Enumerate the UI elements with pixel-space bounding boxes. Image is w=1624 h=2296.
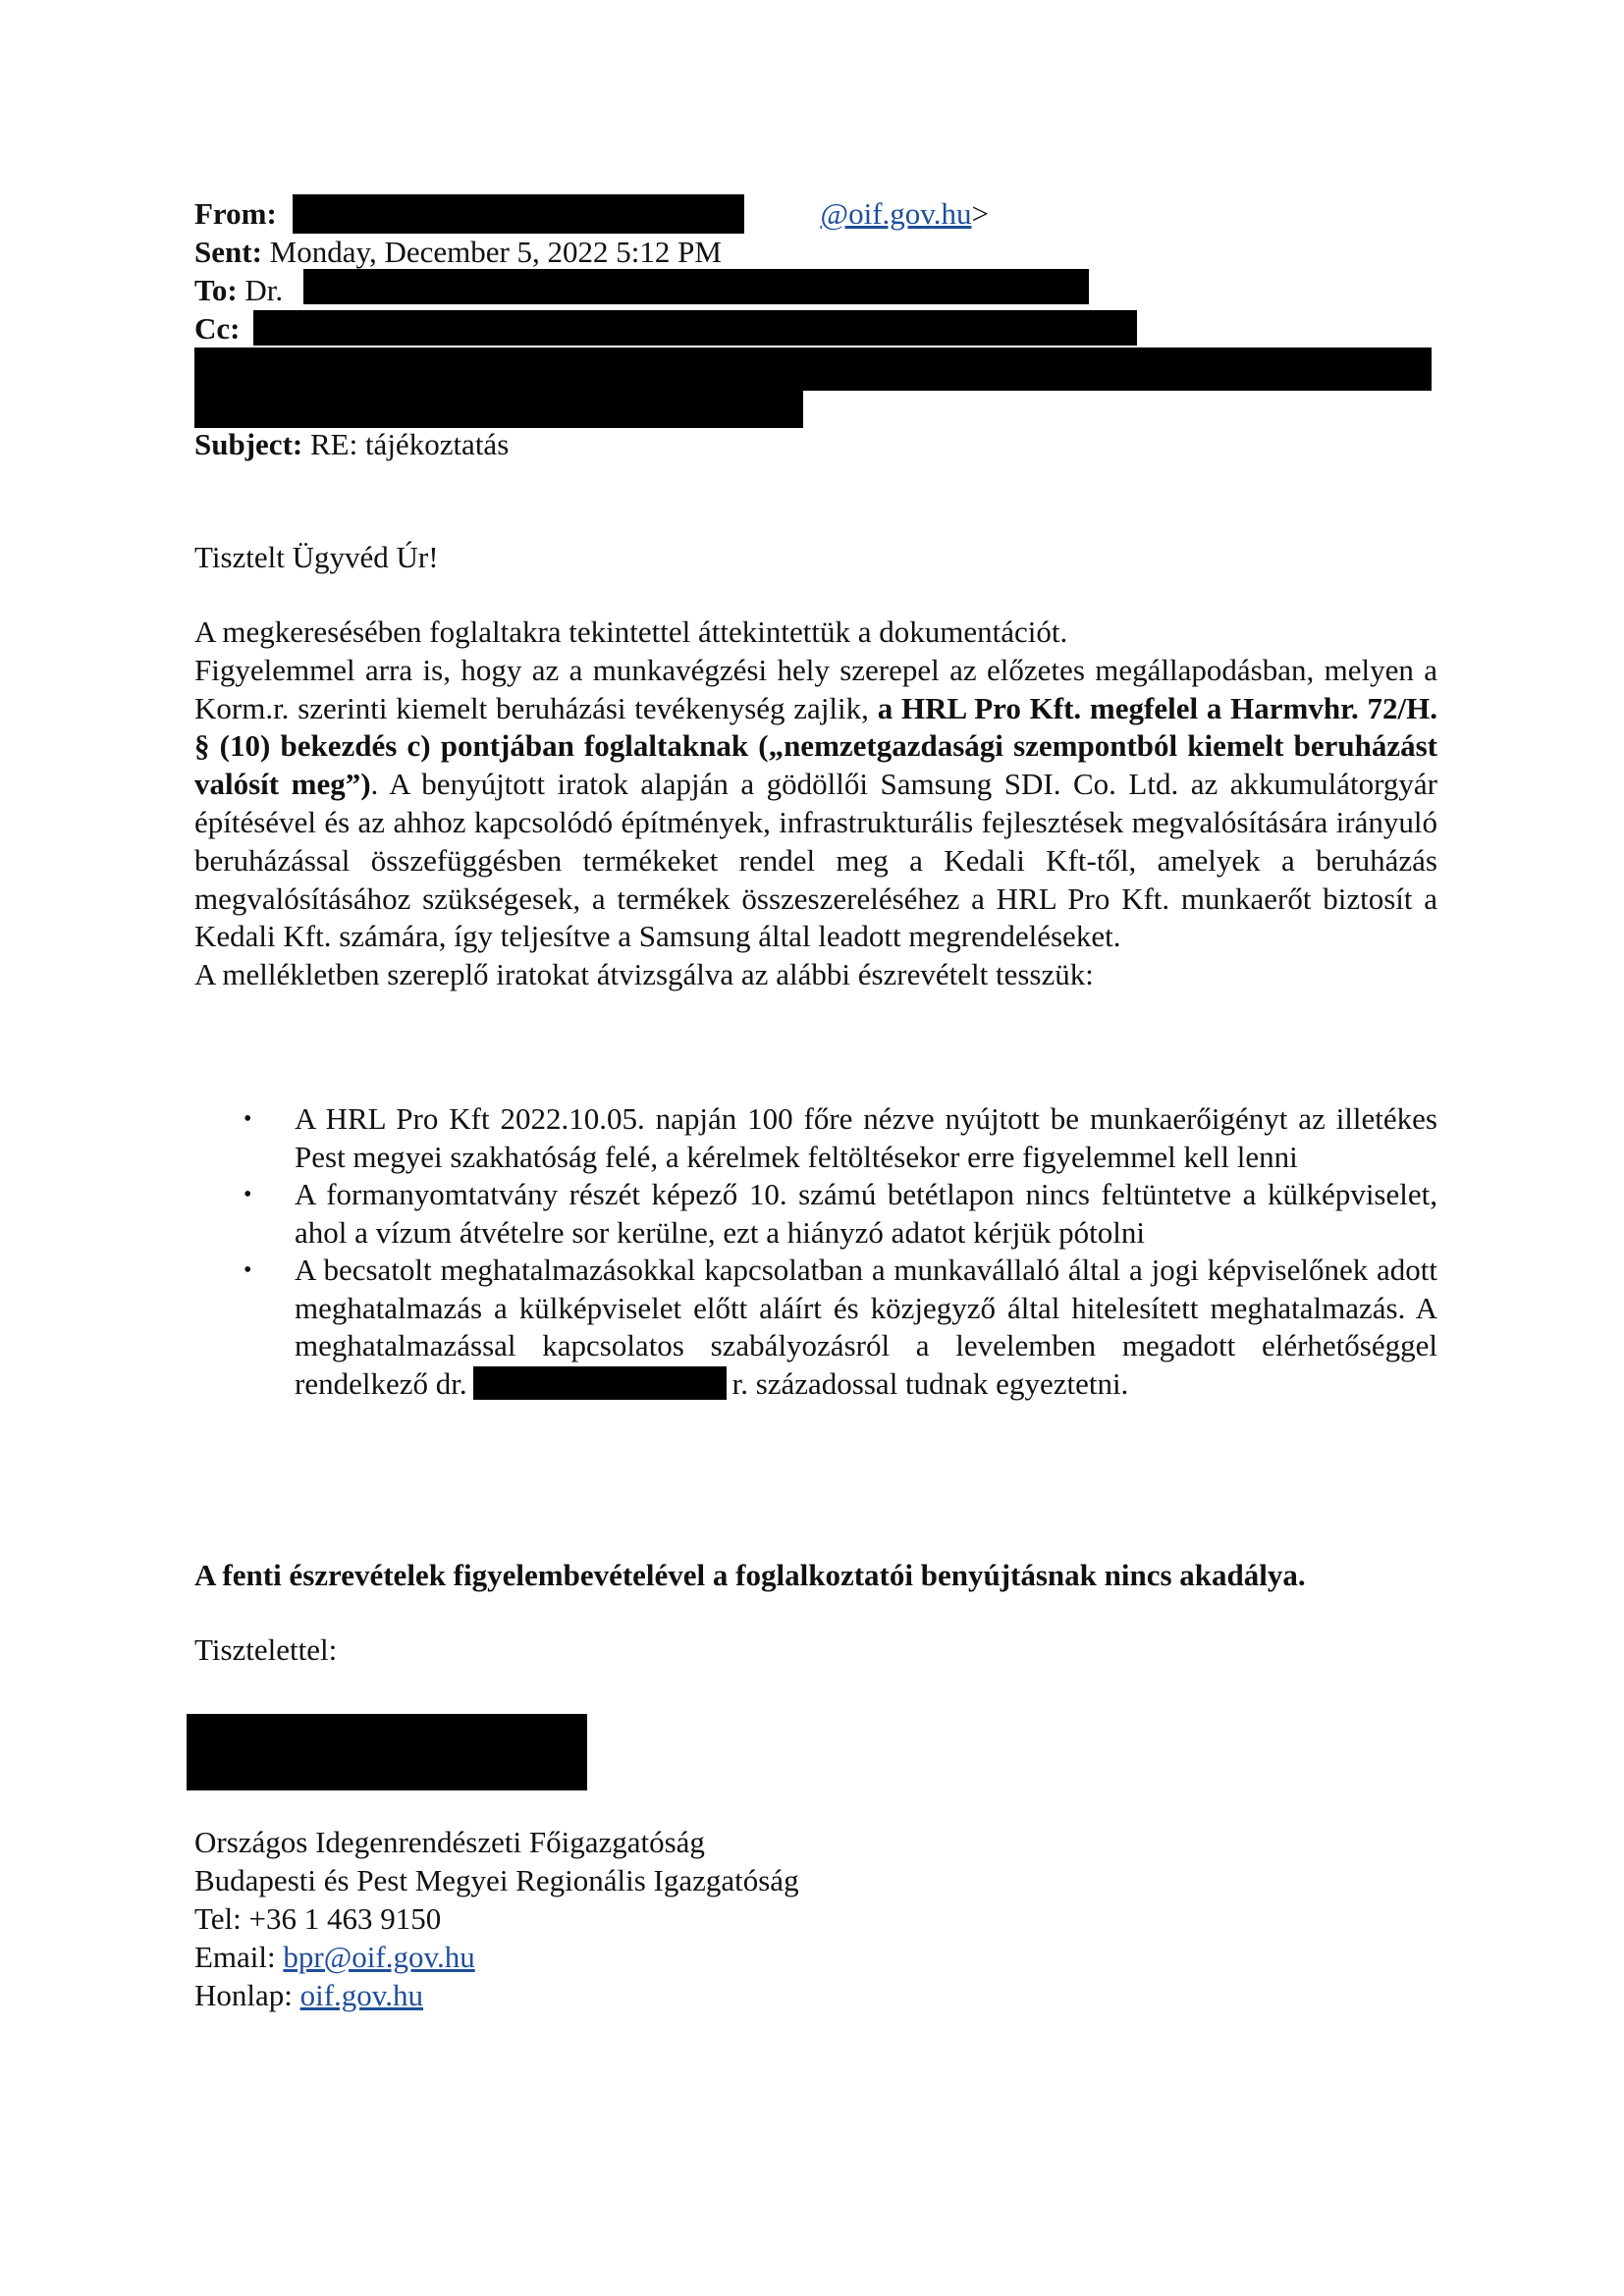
subject-line: [194, 426, 509, 463]
subject-label: Subject:: [194, 427, 303, 461]
paragraph-body-bold: a HRL Pro Kft. megfelel a Harmvhr. 72/H. § (10) bekezdés c) pontjában foglaltaknak („nemzetgazdasági szempontból kiemelt beruházást valósít meg”): [194, 690, 1437, 802]
redaction-cc-1: [253, 310, 1137, 346]
from-label: From:: [194, 196, 277, 231]
list-item-text: A HRL Pro Kft 2022.10.05. napján 100 főre nézve nyújtott be munkaerőigényt az illetékes Pest megyei szakhatóság felé, a kérelmek feltöltésekor erre figyelemmel kell lenni: [295, 1101, 1437, 1174]
to-prefix: Dr.: [244, 273, 284, 307]
paragraph-last: A mellékletben szereplő iratokat átvizsgálva az alábbi észrevételt tesszük:: [194, 957, 1094, 992]
subject-value: RE: tájékoztatás: [309, 427, 510, 461]
main-paragraph: [194, 614, 1437, 994]
conclusion: A fenti észrevételek figyelembevételével a foglalkoztatói benyújtásnak nincs akadálya.: [194, 1558, 1306, 1592]
signature-web-link[interactable]: oif.gov.hu: [299, 1978, 424, 2012]
redaction-inline-name: [473, 1366, 727, 1400]
to-line: [194, 272, 283, 309]
bullet-dot: •: [244, 1257, 252, 1283]
signature-org: Országos Idegenrendészeti Főigazgatóság: [194, 1825, 705, 1859]
from-email-link[interactable]: @oif.gov.hu: [820, 196, 972, 231]
list-item: [194, 1176, 1437, 1252]
redaction-cc-2: [194, 347, 1432, 391]
signature-web-label: Honlap:: [194, 1978, 293, 2012]
to-label: To:: [194, 273, 238, 307]
paragraph-intro: A megkeresésében foglaltakra tekintettel áttekintettük a dokumentációt.: [194, 614, 1068, 649]
paragraph-body: [194, 652, 1437, 956]
list-item-text: A formanyomtatvány részét képező 10. számú betétlapon nincs feltüntetve a külképviselet, ahol a vízum átvételre sor kerülne, ezt a hiányzó adatot kérjük pótolni: [295, 1177, 1437, 1250]
sent-value: Monday, December 5, 2022 5:12 PM: [269, 235, 722, 269]
signature-web-line: [194, 1977, 423, 2015]
paragraph-body-a: Figyelemmel arra is, hogy az a munkavégzési hely szerepel az előzetes megállapodásban, melyen a Korm.r. szerinti kiemelt beruházási tevékenység zajlik,: [194, 652, 1437, 725]
signature-tel: Tel: +36 1 463 9150: [194, 1901, 442, 1936]
greeting: Tisztelt Ügyvéd Úr!: [194, 540, 439, 574]
list-item: [194, 1252, 1437, 1403]
cc-line: [194, 310, 240, 347]
signature-dept: Budapesti és Pest Megyei Regionális Igazgatóság: [194, 1863, 799, 1897]
redaction-cc-3: [194, 391, 803, 428]
list-item: [194, 1100, 1437, 1176]
signature-email-label: Email:: [194, 1940, 276, 1974]
sent-label: Sent:: [194, 235, 262, 269]
list-item-text-a: A becsatolt meghatalmazásokkal kapcsolatban a munkavállaló által a jogi képviselőnek adott meghatalmazás a külképviselet előtt aláírt és közjegyző által hitelesített meghatalmazás. A meghatalmazással kapcsolatos szabályozásról a levelemben megadott elérhetőséggel rendelkező dr.: [295, 1253, 1437, 1401]
bullet-dot: •: [244, 1106, 252, 1132]
list-item-text-b: r. századossal tudnak egyeztetni.: [731, 1365, 1129, 1401]
redaction-signature: [187, 1714, 587, 1790]
paragraph-body-b: . A benyújtott iratok alapján a gödöllői Samsung SDI. Co. Ltd. az akkumulátorgyár építésével és az ahhoz kapcsolódó építmények, infrastrukturális fejlesztések megvalósítására irányuló beruházással összefüggésben termékeket rendel meg a Kedali Kft-től, amelyek a beruházás megvalósításához szükségesek, a termékek összeszereléséhez a HRL Pro Kft. munkaerőt biztosít a Kedali Kft. számára, így teljesítve a Samsung által leadott megrendeléseket.: [194, 767, 1437, 954]
remarks-list: [194, 1100, 1437, 1403]
signature-email-line: [194, 1939, 475, 1977]
closing: Tisztelettel:: [194, 1632, 338, 1667]
sent-line: [194, 234, 722, 271]
bullet-dot: •: [244, 1182, 252, 1207]
redaction-to: [303, 269, 1089, 304]
from-suffix: >: [971, 196, 990, 231]
signature-email-link[interactable]: bpr@oif.gov.hu: [283, 1940, 475, 1974]
cc-label: Cc:: [194, 311, 241, 346]
redaction-from: [293, 194, 744, 234]
